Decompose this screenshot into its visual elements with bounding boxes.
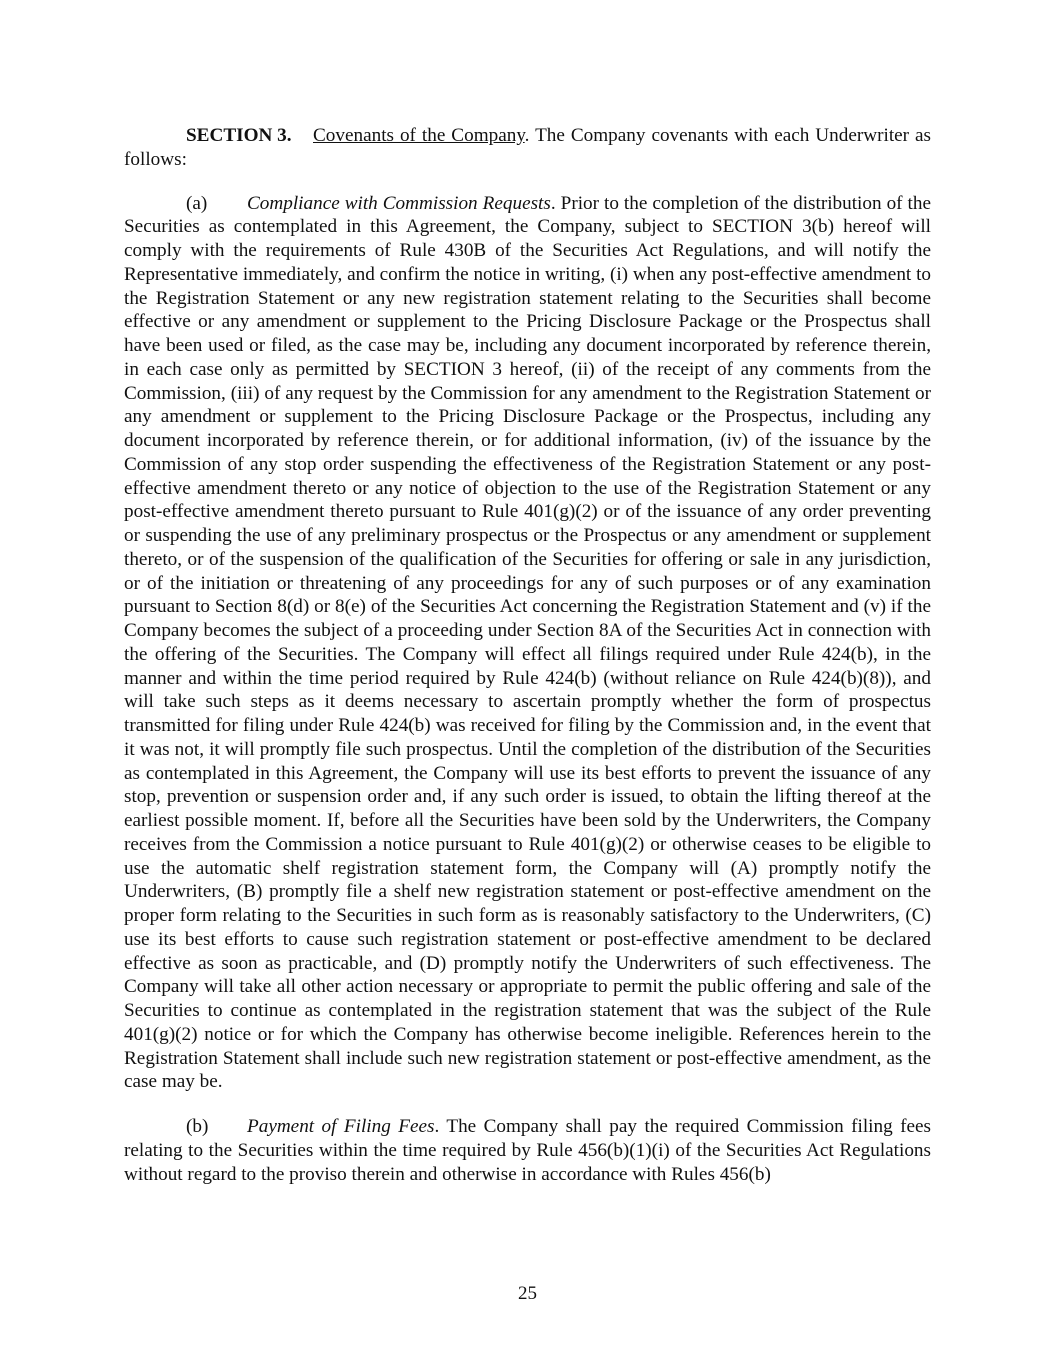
item-b-title: Payment of Filing Fees [247, 1116, 435, 1137]
section-title: Covenants of the Company [313, 125, 525, 146]
item-a-text: . Prior to the completion of the distribution of the Securities as contemplated in this Agreement, the Company, subject to SECTION 3(b) hereof will comply with the requirements of Rule 430B of the Securities Act Regulations, and will notify the Representative immediately, and confirm the notice in writing, (i) when any post-effective amendment to the Registration Statement or any new registration statement relating to the Securities shall become effective or any amendment or supplement to the Pricing Disclosure Package or the Prospectus shall have been used or filed, as the case may be, including any document incorporated by reference therein, in each case only as permitted by SECTION 3 hereof, (ii) of the receipt of any comments from the Commission, (iii) of any request by the Commission for any amendment to the Registration Statement or any amendment or supplement to the Pricing Disclosure Package or the Prospectus, including any document incorporated by reference therein, or for additional information, (iv) of the issuance by the Commission of any stop order suspending the effectiveness of the Registration Statement or any post-effective amendment thereto or any notice of objection to the use of the Registration Statement or any post-effective amendment thereto pursuant to Rule 401(g)(2) or of the issuance of any order preventing or suspending the use of any preliminary prospectus or the Prospectus or any amendment or supplement thereto, or of the suspension of the qualification of the Securities for offering or sale in any jurisdiction, or of the initiation or threatening of any proceedings for any of such purposes or of any examination pursuant to Section 8(d) or 8(e) of the Securities Act concerning the Registration Statement and (v) if the Company becomes the subject of a proceeding under Section 8A of the Securities Act in connection with the offering of the Securities. The Company will effect all filings required under Rule 424(b), in the manner and within the time period required by Rule 424(b) (without reliance on Rule 424(b)(8)), and will take such steps as it deems necessary to ascertain promptly whether the form of prospectus transmitted for filing under Rule 424(b) was received for filing by the Commission and, in the event that it was not, it will promptly file such prospectus. Until the completion of the distribution of the Securities as contemplated in this Agreement, the Company will use its best efforts to prevent the issuance of any stop, prevention or suspension order and, if any such order is issued, to obtain the lifting thereof at the earliest possible moment. If, before all the Securities have been sold by the Underwriters, the Company receives from the Commission a notice pursuant to Rule 401(g)(2) or otherwise ceases to be eligible to use the automatic shelf registration statement form, the Company will (A) promptly notify the Underwriters, (B) promptly file a shelf new registration statement or post-effective amendment on the proper form relating to the Securities in such form as is reasonably satisfactory to the Underwriters, (C) use its best efforts to cause such registration statement or post-effective amendment to be declared effective as soon as practicable, and (D) promptly notify the Underwriters of such effectiveness. The Company will take all other action necessary or appropriate to permit the public offering and sale of the Securities to continue as contemplated in the registration statement that was the subject of the Rule 401(g)(2) notice or for which the Company has otherwise become ineligible. References herein to the Registration Statement shall include such new registration statement or post-effective amendment, as the case may be. [124, 192, 931, 1093]
page-number: 25 [518, 1283, 537, 1304]
item-b-paragraph [124, 1115, 931, 1186]
section-heading-paragraph [124, 124, 931, 172]
item-a-label: (a) [186, 192, 208, 214]
item-b-text: . The Company shall pay the required Commission filing fees relating to the Securities within the time required by Rule 456(b)(1)(i) of the Securities Act Regulations without regard to the proviso therein and otherwise in accordance with Rules 456(b) [124, 1116, 931, 1185]
document-page [124, 124, 931, 1186]
item-a-title: Compliance with Commission Requests [247, 192, 551, 214]
item-b-label: (b) [186, 1116, 209, 1137]
section-intro: . The Company covenants with each Underwriter as follows: [124, 125, 931, 170]
section-number: SECTION 3. [186, 125, 292, 146]
item-a-paragraph [124, 192, 931, 1095]
